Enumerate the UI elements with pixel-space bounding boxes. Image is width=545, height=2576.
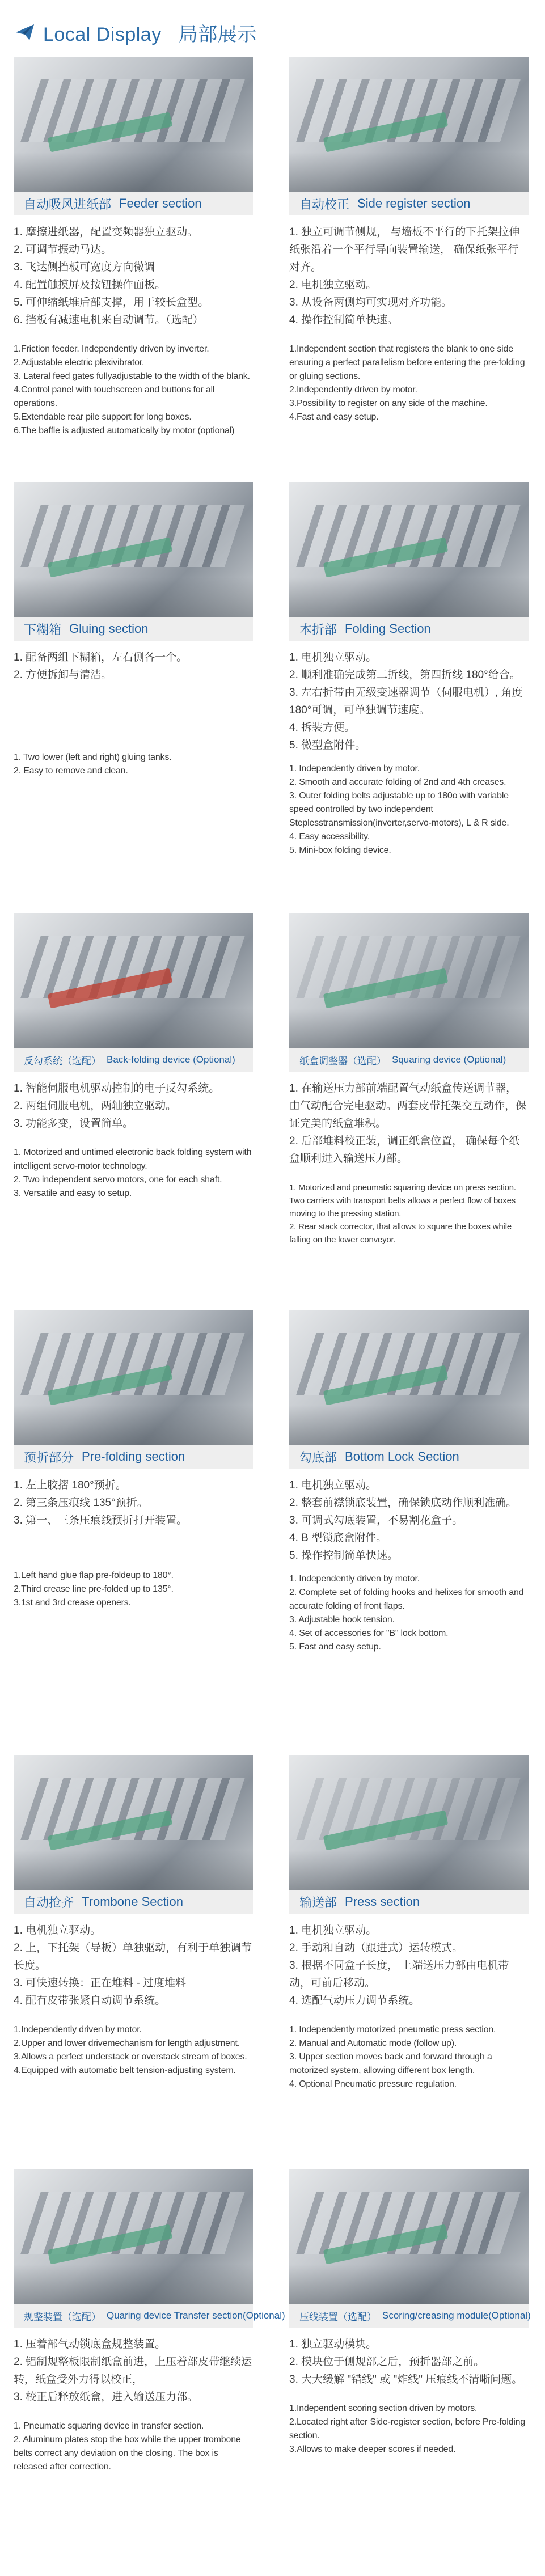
list-item: 4. 操作控制简单快速。 xyxy=(289,314,399,326)
en-feature-list xyxy=(289,342,529,424)
section-label xyxy=(14,1445,253,1469)
list-item: 4.Control panel with touchscreen and buttons for all operations. xyxy=(14,385,215,408)
list-item: 4. 配有皮带张紧自动调节系统。 xyxy=(14,1995,166,2007)
cn-feature-list xyxy=(289,649,529,754)
list-item: 1. 压着部气动锁底盒规整装置。 xyxy=(14,2338,166,2350)
cn-feature-list xyxy=(14,2336,253,2406)
list-item: 1. 摩擦进纸器，配置变频器独立驱动。 xyxy=(14,226,198,238)
list-item: 4. 拆装方便。 xyxy=(289,722,356,734)
section-title-en: Side register section xyxy=(357,196,471,210)
list-item: 4. Set of accessories for "B" lock bottom. xyxy=(289,1628,449,1638)
section-label xyxy=(14,2304,285,2328)
list-item: 2. 第三条压痕线 135°预折。 xyxy=(14,1497,148,1509)
cn-feature-list xyxy=(289,1922,529,2010)
list-item: 1. Motorized and untimed electronic back folding system with intelligent servo-motor technology. xyxy=(14,1148,252,1171)
en-feature-list xyxy=(14,2023,253,2078)
trombone-photo xyxy=(14,1755,253,1890)
section-back-folding xyxy=(14,913,253,1200)
list-item: 1. 配备两组下糊箱，左右侧各一个。 xyxy=(14,652,188,663)
list-item: 3.Allows to make deeper scores if needed. xyxy=(289,2444,456,2454)
list-item: 2. 上，下托架（导板）单独驱动，有利于单独调节长度。 xyxy=(14,1942,252,1972)
list-item: 1.Friction feeder. Independently driven by inverter. xyxy=(14,344,209,354)
section-title-cn: 纸盒调整器（选配） xyxy=(299,1055,386,1067)
list-item: 2. 手动和自动（跟进式）运转模式。 xyxy=(289,1942,463,1954)
list-item: 4. Easy accessibility. xyxy=(289,832,370,841)
list-item: 3. 大大缓解 "错线" 或 "炸线" 压痕线不清晰问题。 xyxy=(289,2374,523,2385)
section-title-en: Squaring device (Optional) xyxy=(392,1054,506,1065)
cn-feature-list xyxy=(289,223,529,329)
list-item: 1. Motorized and pneumatic squaring device on press section. Two carriers with transport belts allows a perfect flow of boxes moving to the pressing station. xyxy=(289,1183,516,1219)
section-title-en: Feeder section xyxy=(119,196,202,210)
list-item: 2. 铝制规整板限制纸盒前进，上压着部皮带继续运转，纸盒受外力得以校正， xyxy=(14,2356,252,2385)
page-title xyxy=(43,19,257,46)
list-item: 3. Adjustable hook tension. xyxy=(289,1615,395,1625)
list-item: 6. 挡板有减速电机来自动调节。（选配） xyxy=(14,314,204,326)
squaring-photo xyxy=(289,913,529,1048)
list-item: 1. 电机独立驱动。 xyxy=(14,1924,102,1936)
list-item: 3. Outer folding belts adjustable up to 180o with variable speed controlled by two independent Steplesstransmission(inverter,servo-motors), L & R side. xyxy=(289,791,509,828)
back-folding-photo xyxy=(14,913,253,1048)
list-item: 3. 校正后释放纸盒，进入输送压力部。 xyxy=(14,2391,198,2403)
en-feature-list xyxy=(14,1146,253,1200)
list-item: 1. 电机独立驱动。 xyxy=(289,1479,377,1491)
bottom-lock-photo xyxy=(289,1310,529,1445)
list-item: 2. Smooth and accurate folding of 2nd and 4th creases. xyxy=(289,777,506,787)
section-label xyxy=(289,1890,529,1914)
section-title-en: Pre-folding section xyxy=(82,1449,185,1463)
section-title-cn: 本折部 xyxy=(299,622,337,637)
section-title-en: Back-folding device (Optional) xyxy=(107,1054,235,1065)
press-photo xyxy=(289,1755,529,1890)
en-feature-list xyxy=(14,342,253,438)
list-item: 2. 电机独立驱动。 xyxy=(289,279,377,291)
list-item: 5. 可伸缩纸堆后部支撑，用于较长盒型。 xyxy=(14,297,209,308)
list-item: 4.Equipped with automatic belt tension-adjusting system. xyxy=(14,2066,236,2075)
list-item: 2.Upper and lower drivemechanism for length adjustment. xyxy=(14,2038,240,2048)
section-label xyxy=(289,2304,529,2328)
en-feature-list xyxy=(289,2402,529,2456)
section-title-en: Trombone Section xyxy=(82,1894,183,1909)
list-item: 1. 左上胶摺 180°预折。 xyxy=(14,1479,126,1491)
en-feature-list xyxy=(14,1569,253,1610)
section-label xyxy=(14,192,253,215)
section-title-cn: 规整装置（选配） xyxy=(24,2311,101,2323)
section-gluing xyxy=(14,482,253,778)
section-label xyxy=(289,1048,529,1072)
list-item: 1. Independently driven by motor. xyxy=(289,1574,420,1584)
list-item: 3. Versatile and easy to setup. xyxy=(14,1188,132,1198)
list-item: 5. Fast and easy setup. xyxy=(289,1642,381,1652)
section-title-en: Press section xyxy=(345,1894,420,1909)
list-item: 1. 智能伺服电机驱动控制的电子反勾系统。 xyxy=(14,1082,220,1094)
en-feature-list xyxy=(14,751,253,778)
feeder-photo xyxy=(14,57,253,192)
en-feature-list xyxy=(289,2023,529,2091)
side-register-photo xyxy=(289,57,529,192)
section-title-en: Scoring/creasing module(Optional) xyxy=(382,2310,531,2321)
section-title-cn: 输送部 xyxy=(299,1895,337,1910)
list-item: 2. Easy to remove and clean. xyxy=(14,766,128,776)
section-title-en: Gluing section xyxy=(69,621,149,636)
list-item: 1.Independent section that registers the blank to one side ensuring a perfect parallelism before entering the pre-folding or gluing sections. xyxy=(289,344,525,381)
page-title-cn: 局部展示 xyxy=(178,23,257,45)
cn-feature-list xyxy=(289,1080,529,1168)
list-item: 2. 方便拆卸与清洁。 xyxy=(14,669,112,681)
list-item: 2. Manual and Automatic mode (follow up). xyxy=(289,2038,457,2048)
scoring-photo xyxy=(289,2169,529,2304)
cn-feature-list xyxy=(14,1080,253,1132)
list-item: 2.Third crease line pre-folded up to 135°. xyxy=(14,1584,174,1594)
list-item: 1. 在输送压力部前端配置气动纸盒传送调节器， 由气动配合完电驱动。两套皮带托架交互动作，保证完美的纸盒堆积。 xyxy=(289,1082,527,1130)
section-title-en: Bottom Lock Section xyxy=(345,1449,459,1463)
list-item: 2. Two independent servo motors, one for each shaft. xyxy=(14,1175,222,1185)
list-item: 1. Independently driven by motor. xyxy=(289,764,420,773)
section-feeder xyxy=(14,57,253,438)
list-item: 1. 独立驱动模块。 xyxy=(289,2338,377,2350)
cn-feature-list xyxy=(14,1477,253,1529)
section-folding xyxy=(289,482,529,857)
list-item: 1.Independently driven by motor. xyxy=(14,2025,142,2034)
list-item: 4. 配置触摸屏及按钮操作面板。 xyxy=(14,279,166,291)
section-pre-folding xyxy=(14,1310,253,1610)
section-label xyxy=(289,617,529,641)
section-quaring-device xyxy=(14,2169,285,2474)
section-label xyxy=(14,1890,253,1914)
list-item: 3. 左右折带由无级变速器调节（伺服电机）, 角度 180°可调，可单独调节速度。 xyxy=(289,687,523,716)
list-item: 1. 独立可调节侧规， 与墙板不平行的下托架拉伸纸张沿着一个平行导向装置输送， 确保纸张平行对齐。 xyxy=(289,226,520,273)
list-item: 5.Extendable rear pile support for long boxes. xyxy=(14,412,192,422)
section-title-cn: 压线装置（选配） xyxy=(299,2311,377,2323)
cn-feature-list xyxy=(14,1922,253,2010)
list-item: 1.Independent scoring section driven by motors. xyxy=(289,2404,478,2413)
section-title-cn: 自动校正 xyxy=(299,197,350,212)
list-item: 2. Complete set of folding hooks and helixes for smooth and accurate folding of front flaps. xyxy=(289,1588,524,1611)
page-header xyxy=(14,12,257,52)
section-squaring xyxy=(289,913,529,1246)
list-item: 5. 微型盒附件。 xyxy=(289,739,366,751)
quaring-device-photo xyxy=(14,2169,253,2304)
list-item: 2.Adjustable electric plexivibrator. xyxy=(14,358,145,367)
list-item: 3.Possibility to register on any side of the machine. xyxy=(289,399,488,408)
section-label xyxy=(289,192,529,215)
list-item: 3. Upper section moves back and forward through a motorized system, allowing different box length. xyxy=(289,2052,492,2075)
list-item: 1.Left hand glue flap pre-foldeup to 180°. xyxy=(14,1571,174,1580)
list-item: 3. 功能多变，设置简单。 xyxy=(14,1118,134,1130)
section-title-en: Folding Section xyxy=(345,621,431,636)
en-feature-list xyxy=(289,1181,529,1246)
en-feature-list xyxy=(14,2420,253,2474)
list-item: 1. Independently motorized pneumatic press section. xyxy=(289,2025,496,2034)
list-item: 3. 飞达侧挡板可宽度方向微调 xyxy=(14,261,155,273)
list-item: 2.Independently driven by motor. xyxy=(289,385,417,395)
list-item: 3. 从设备两侧均可实现对齐功能。 xyxy=(289,297,453,308)
section-trombone xyxy=(14,1755,253,2078)
list-item: 3.Allows a perfect understack or overstack stream of boxes. xyxy=(14,2052,247,2062)
list-item: 2. Aluminum plates stop the box while the upper trombone belts correct any deviation on the closing. The box is released after correction. xyxy=(14,2435,241,2472)
list-item: 2.Located right after Side-register section, before Pre-folding section. xyxy=(289,2417,526,2440)
section-press xyxy=(289,1755,529,2091)
cn-feature-list xyxy=(14,649,253,684)
list-item: 2. 后部堆料校正装，调正纸盒位置， 确保每个纸盒顺利进入输送压力部。 xyxy=(289,1135,520,1165)
list-item: 2. 顺利准确完成第二折线，第四折线 180°给合。 xyxy=(289,669,521,681)
list-item: 4.Fast and easy setup. xyxy=(289,412,379,422)
folding-photo xyxy=(289,482,529,617)
list-item: 3. Lateral feed gates fullyadjustable to the width of the blank. xyxy=(14,371,250,381)
section-title-cn: 自动抢齐 xyxy=(24,1895,74,1910)
list-item: 4. 选配气动压力调节系统。 xyxy=(289,1995,420,2007)
list-item: 1. 电机独立驱动。 xyxy=(289,652,377,663)
list-item: 2. 可调节振动马达。 xyxy=(14,244,112,256)
list-item: 5. Mini-box folding device. xyxy=(289,845,391,855)
section-bottom-lock xyxy=(289,1310,529,1654)
section-side-register xyxy=(289,57,529,424)
page-title-en: Local Display xyxy=(43,23,162,45)
cn-feature-list xyxy=(289,1477,529,1564)
section-scoring xyxy=(289,2169,529,2456)
list-item: 5. 操作控制简单快速。 xyxy=(289,1550,399,1562)
list-item: 2. Rear stack corrector, that allows to square the boxes while falling on the lower conveyor. xyxy=(289,1222,512,1245)
list-item: 4. B 型锁底盒附件。 xyxy=(289,1532,387,1544)
pre-folding-photo xyxy=(14,1310,253,1445)
list-item: 6.The baffle is adjusted automatically by motor (optional) xyxy=(14,426,235,435)
list-item: 3. 第一、三条压痕线预折打开装置。 xyxy=(14,1515,188,1526)
list-item: 3. 可调式勾底装置，不易割花盒子。 xyxy=(289,1515,463,1526)
gluing-photo xyxy=(14,482,253,617)
list-item: 2. 两组伺服电机，两轴独立驱动。 xyxy=(14,1100,177,1112)
section-title-cn: 勾底部 xyxy=(299,1450,337,1465)
section-label xyxy=(289,1445,529,1469)
cn-feature-list xyxy=(289,2336,529,2388)
en-feature-list xyxy=(289,762,529,857)
section-label xyxy=(14,1048,253,1072)
airplane-icon xyxy=(14,21,36,44)
list-item: 4. Optional Pneumatic pressure regulation. xyxy=(289,2079,457,2089)
section-title-cn: 预折部分 xyxy=(24,1450,74,1465)
list-item: 2. 整套前襟锁底装置，确保锁底动作顺利准确。 xyxy=(289,1497,517,1509)
list-item: 2. 模块位于侧规部之后，预折器部之前。 xyxy=(289,2356,485,2368)
section-title-cn: 下糊箱 xyxy=(24,622,62,637)
list-item: 1. 电机独立驱动。 xyxy=(289,1924,377,1936)
en-feature-list xyxy=(289,1572,529,1654)
section-title-en: Quaring device Transfer section(Optional) xyxy=(107,2310,285,2321)
list-item: 3.1st and 3rd crease openers. xyxy=(14,1598,131,1608)
section-label xyxy=(14,617,253,641)
list-item: 1. Pneumatic squaring device in transfer section. xyxy=(14,2421,204,2431)
list-item: 3. 根据不同盒子长度， 上端送压力部由电机带动，可前后移动。 xyxy=(289,1960,509,1989)
section-title-cn: 反勾系统（选配） xyxy=(24,1055,101,1067)
list-item: 1. Two lower (left and right) gluing tanks. xyxy=(14,752,172,762)
list-item: 3. 可快速转换：正在堆料 - 过度堆料 xyxy=(14,1977,187,1989)
cn-feature-list xyxy=(14,223,253,329)
section-title-cn: 自动吸风进纸部 xyxy=(24,197,112,212)
